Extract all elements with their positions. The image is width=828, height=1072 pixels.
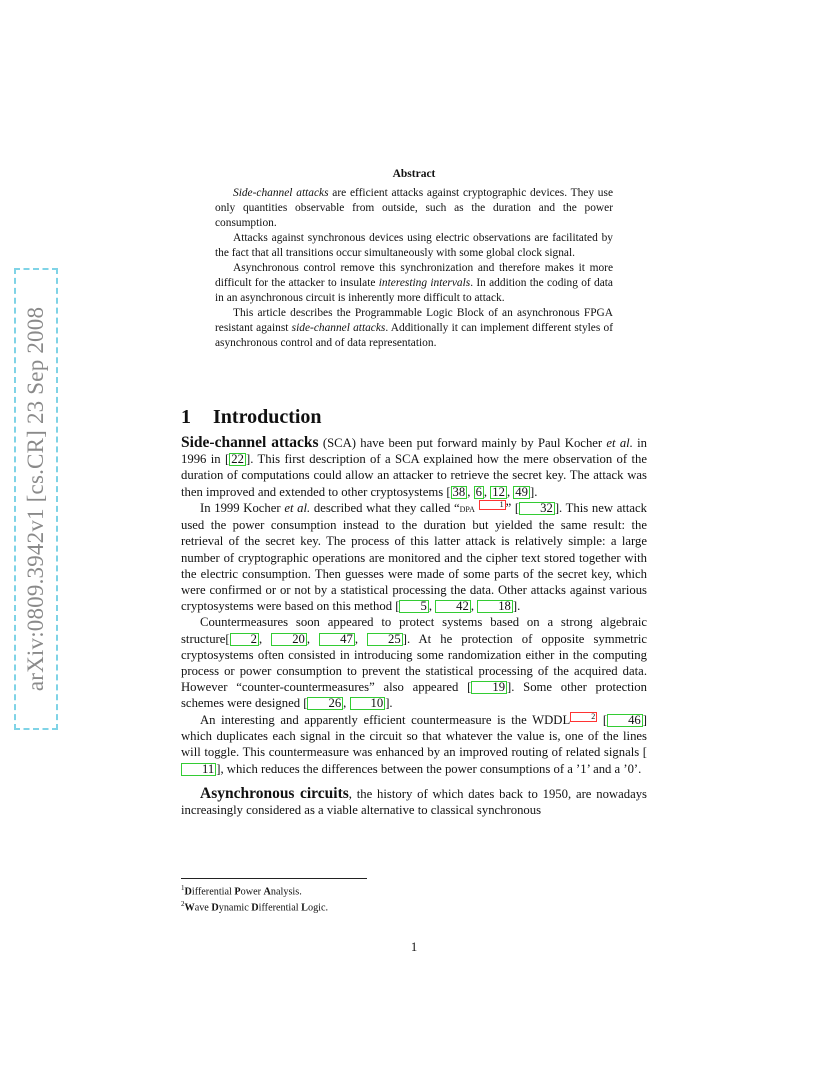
arxiv-identifier[interactable]: arXiv:0809.3942v1 [cs.CR] 23 Sep 2008: [23, 306, 48, 692]
footnote-link[interactable]: 2: [570, 712, 597, 722]
initial: D: [211, 902, 219, 914]
abstract-paragraph: [215, 186, 613, 231]
text: ], which reduces the differences between the power consumptions of a ’1’ and a ’0’.: [216, 761, 642, 776]
emphasis: et al.: [606, 436, 633, 450]
text: ].: [512, 599, 521, 614]
footnote-link[interactable]: 1: [479, 500, 506, 510]
emphasis: interesting intervals: [378, 277, 471, 289]
citation-link[interactable]: 46: [607, 714, 643, 727]
footnote-1: [181, 882, 647, 898]
text: are efficient attacks against cryptographic devices. They use only quantities observable from outside, such as the duration and the power consumption.: [215, 187, 613, 229]
citation-link[interactable]: 38: [452, 484, 466, 499]
section-number: 1: [181, 406, 191, 428]
text: . Additionally it can implement different styles of asynchronous control and of data representation.: [215, 322, 613, 349]
abstract-paragraph: [215, 261, 613, 306]
citation-link[interactable]: 18: [477, 600, 513, 613]
text: An interesting and apparently efficient countermeasure is the WDDL: [200, 712, 571, 727]
arxiv-stamp[interactable]: [14, 268, 58, 730]
body-paragraph: Side-channel attacks (SCA) have been put forward mainly by Paul Kocher et al. in 1996 in [ 22 ]. This first description of a SCA explained how the mere observation of the duration of computations could allow an attacker to retrieve the secret key. The attack was then improved and extended to other cryptosystems [ 38 , 6 , 12 , 49 ].: [181, 434, 648, 499]
text: [: [597, 712, 608, 727]
abstract-title: Abstract: [392, 168, 436, 180]
text: Asynchronous control remove this synchronization and therefore makes it more difficult for the attacker to insulate: [215, 262, 613, 289]
body-paragraph: [181, 712, 647, 777]
footnote-rule: [181, 878, 367, 879]
citation-link[interactable]: 49: [515, 484, 528, 499]
emphasis: Side-channel attacks: [233, 187, 329, 199]
citation-link[interactable]: 12: [492, 484, 505, 499]
citation-link[interactable]: 2: [230, 633, 259, 646]
text: (SCA) have been put forward mainly by Paul Kocher: [318, 436, 607, 450]
text: described what they called “: [310, 501, 460, 516]
acronym: dpa: [459, 503, 475, 516]
citation-link[interactable]: 25: [367, 633, 403, 646]
citation-link[interactable]: 22: [231, 452, 244, 467]
text: ].: [385, 696, 393, 711]
text: , the history of which dates back to 1950, are nowadays increasingly considered as a viable alternative to classical synchronous: [181, 786, 647, 817]
text: ]. Some other protection schemes were designed [: [181, 680, 647, 711]
emphasis: side-channel attacks: [291, 322, 386, 334]
initial: A: [263, 886, 271, 898]
text: This article describes the Programmable Logic Block of an asynchronous FPGA resistant against: [215, 307, 613, 334]
citation-link[interactable]: 32: [519, 502, 555, 515]
text: nalysis.: [270, 886, 302, 898]
footnote-2: [181, 898, 647, 914]
initial: L: [301, 902, 308, 914]
text: In 1999 Kocher: [200, 501, 285, 516]
footnote-mark: 2: [181, 900, 185, 909]
body-paragraph: Countermeasures soon appeared to protect systems based on a strong algebraic structure[ 2 , 20 , 47 , 25 ]. At he protection of opposite symmetric cryptosystems often consisted in introducing some randomization either in the computing process or power consumption to prevent the statistical processing of the acquired data. However “counter-countermeasures” also appeared [ 19 ]. Some other protection schemes were designed [ 26 , 10 ].: [181, 615, 648, 711]
footnote-mark: 1: [181, 884, 185, 892]
text: ower: [240, 886, 264, 898]
text: Countermeasures soon appeared to protect systems based on a strong algebraic structure[: [181, 615, 647, 646]
lead-term: Side-channel attacks: [181, 434, 319, 451]
initial: D: [184, 886, 192, 898]
citation-link[interactable]: 10: [350, 697, 386, 710]
text: . In addition the coding of data in an asynchronous circuit is inherently more difficult to attack.: [215, 277, 613, 304]
text: ifferential: [191, 886, 235, 898]
text: . This first description of a SCA explained how the mere observation of the duration of computations could allow an attacker to retrieve the secret key. The attack was then improved and extended to other cryptosystems [: [181, 452, 648, 499]
citation-link[interactable]: 47: [319, 633, 355, 646]
footnotes: [181, 882, 647, 915]
citation-link[interactable]: 6: [475, 484, 482, 499]
text: ]. This new attack used the power consumption instead to the duration but yielded the same result: the retrieval of the secret key. The process of this latter attack is relatively simple: a large number of cryptographic operations are monitored and the cipher text stored together with the electric consumption. Then guesses were made of some parts of the secret key, which were confirmed or or not by a statistical processing the data. Other attacks against various cryptosystems were based on this method [: [181, 501, 647, 614]
text: ]. At he protection of opposite symmetric cryptosystems often consisted in introducing some randomization either in the computing process or power consumption to prevent the statistical processing of the acquired data. However “counter-countermeasures” also appeared [: [181, 631, 648, 695]
text: in 1996 in: [181, 436, 648, 467]
text: ifferential: [258, 902, 302, 914]
initial: D: [251, 902, 259, 914]
abstract-paragraph: Attacks against synchronous devices using electric observations are facilitated by the fact that all transitions occur simultaneously with some global clock signal.: [215, 232, 613, 259]
abstract-paragraph: [215, 306, 613, 351]
citation-link[interactable]: 20: [271, 633, 307, 646]
body-paragraph: In 1999 Kocher et al. described what they called “dpa 1 ” [ 32 ]. This new attack used the power consumption instead to the duration but yielded the same result: the retrieval of the secret key. The process of this latter attack is relatively simple: a large number of cryptographic operations are monitored and the cipher text stored together with the electric consumption. Then guesses were made of some parts of the secret key, which were confirmed or or not by a statistical processing the data. Other attacks against various cryptosystems were based on this method [ 5 , 42 , 18 ].: [181, 499, 647, 614]
citation-link[interactable]: 5: [399, 600, 428, 613]
text: ].: [529, 484, 538, 499]
citation-link[interactable]: 42: [435, 600, 471, 613]
section-title: Introduction: [213, 406, 322, 428]
citation-link[interactable]: 19: [471, 681, 507, 694]
section-heading: [181, 406, 322, 429]
page-number: 1: [410, 940, 418, 954]
emphasis: et al.: [284, 501, 311, 516]
text: ” [: [505, 501, 520, 516]
text: ynamic: [218, 902, 252, 914]
initial: W: [184, 902, 195, 914]
lead-term: Asynchronous circuits: [200, 784, 349, 802]
citation-link[interactable]: 26: [307, 697, 343, 710]
body-text: [181, 435, 647, 818]
abstract: [215, 168, 613, 351]
initial: P: [234, 886, 241, 898]
text: ogic.: [307, 902, 329, 914]
body-paragraph: [181, 786, 647, 818]
citation-link[interactable]: 11: [181, 763, 216, 776]
text: ave: [194, 902, 212, 914]
text: ] which duplicates each signal in the circuit so that whatever the value is, one of the lines will toggle. This countermeasure was enhanced by an improved routing of related signals [: [181, 712, 647, 760]
